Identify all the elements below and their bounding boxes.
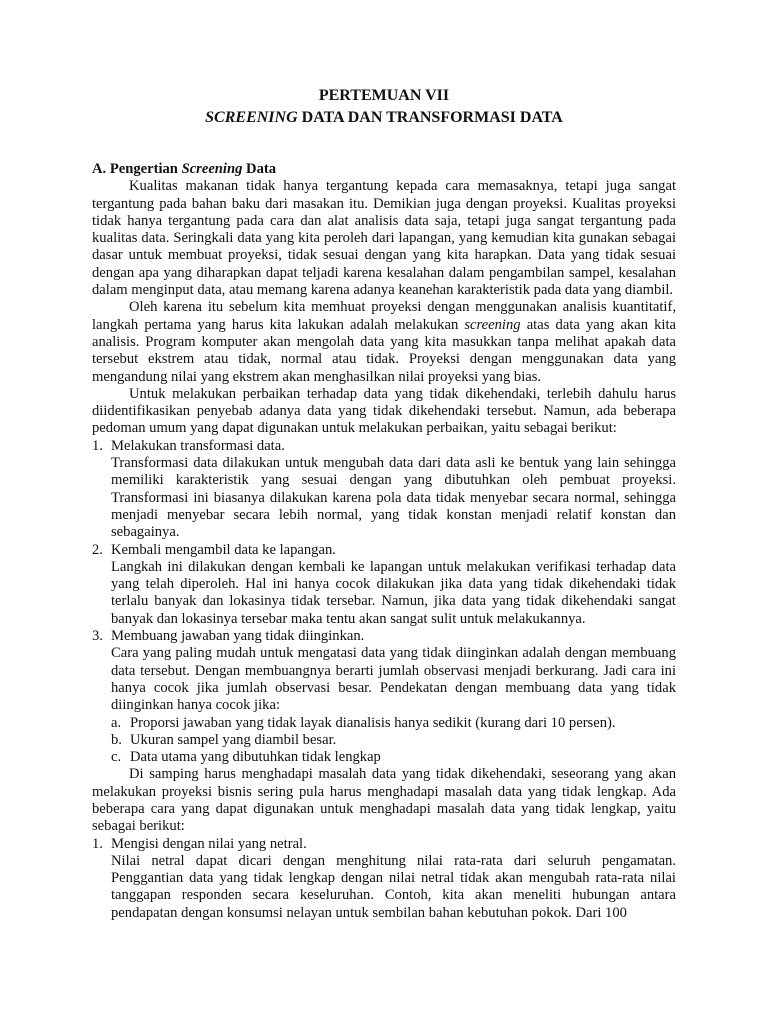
list-item-body: Transformasi data dilakukan untuk mengubah data dari data asli ke bentuk yang lain sehingga memiliki karakteristik yang sesuai dengan yang dibutuhkan oleh pembuat proyeksi. Transformasi ini biasanya dilakukan karena pola data tidak menyebar secara normal, sehingga menjadi menyebar secara lebih normal, yang tidak konstan menjadi relatif konstan dan sebagainya. bbox=[111, 455, 676, 541]
heading-suffix: Data bbox=[242, 161, 277, 177]
paragraph-3: Untuk melakukan perbaikan terhadap data yang tidak dikehendaki, terlebih dahulu harus diidentifikasikan penyebab adanya data yang tidak dikehendaki tersebut. Namun, ada beberapa pedoman umum yang dapat digunakan untuk melakukan perbaikan, yaitu sebagai berikut: bbox=[92, 385, 676, 437]
sub-list-text: Proporsi jawaban yang tidak layak dianalisis hanya sedikit (kurang dari 10 persen). bbox=[130, 714, 616, 731]
list-item-body: Nilai netral dapat dicari dengan menghitung nilai rata-rata dari seluruh pengamatan. Penggantian data yang tidak lengkap dengan nilai netral tidak akan mengubah rata-rata nilai tanggapan responden secara keseluruhan. Contoh, kita akan meneliti hubungan antara pendapatan dengan konsumsi nelayan untuk sembilan bahan kebutuhan pokok. Dari 100 bbox=[111, 852, 676, 921]
paragraph-2 bbox=[92, 299, 676, 385]
list-number: 1. bbox=[92, 835, 103, 852]
paragraph-2-part-a: Oleh karena itu sebelum kita memhuat proyeksi dengan menggunakan analisis kuantitatif, langkah pertama yang harus kita lakukan adalah melakukan bbox=[92, 299, 676, 333]
paragraph-4: Di samping harus menghadapi masalah data yang tidak dikehendaki, seseorang yang akan melakukan proyeksi bisnis sering pula harus menghadapi masalah data yang tidak lengkap. Ada beberapa cara yang dapat digunakan untuk menghadapi masalah data yang tidak lengkap, yaitu sebagai berikut: bbox=[92, 766, 676, 835]
sub-list-letter: b. bbox=[111, 731, 122, 748]
paragraph-2-italic: screening bbox=[464, 316, 521, 333]
sub-list-text: Data utama yang dibutuhkan tidak lengkap bbox=[130, 749, 381, 766]
page-subtitle bbox=[0, 108, 768, 128]
list-number: 2. bbox=[92, 541, 103, 558]
sub-list-text: Ukuran sampel yang diambil besar. bbox=[130, 731, 337, 748]
document-body bbox=[92, 161, 676, 922]
sub-list-item bbox=[111, 715, 676, 732]
list-item-title: Membuang jawaban yang tidak diinginkan. bbox=[111, 628, 365, 645]
list-item-title: Mengisi dengan nilai yang netral. bbox=[111, 835, 307, 852]
list-item bbox=[92, 628, 676, 766]
list-item bbox=[92, 438, 676, 542]
heading-italic: Screening bbox=[181, 161, 243, 177]
list-item-title: Kembali mengambil data ke lapangan. bbox=[111, 541, 336, 558]
list-number: 3. bbox=[92, 628, 103, 645]
sub-list-item bbox=[111, 749, 676, 766]
heading-prefix: A. Pengertian bbox=[92, 161, 182, 177]
list-item bbox=[92, 836, 676, 922]
paragraph-2-part-b: atas data yang akan kita analisis. Program komputer akan mengolah data yang kita masukkan tanpa melihat apakah data tersebut ekstrem atau tidak, normal atau tidak. Proyeksi dengan menggunakan data yang mengandung nilai yang ekstrem akan menghasilkan nilai proyeksi yang bias. bbox=[92, 316, 677, 385]
paragraph-1: Kualitas makanan tidak hanya tergantung kepada cara memasaknya, tetapi juga sangat tergantung pada bahan baku dari masakan itu. Demikian juga dengan proyeksi. Kualitas proyeksi tidak hanya tergantung pada cara dan alat analisis data saja, tetapi juga sangat tergantung pada kualitas data. Seringkali data yang kita peroleh dari lapangan, yang kemudian kita gunakan sebagai dasar untuk membuat proyeksi, tidak sesuai dengan yang kita harapkan. Data yang tidak sesuai dengan apa yang diharapkan dapat teljadi karena kesalahan dalam pengambilan sampel, kesalahan dalam menginput data, atau memang karena adanya keanehan karakteristik pada data yang diambil. bbox=[92, 178, 676, 299]
list-item bbox=[92, 542, 676, 628]
sub-list-letter: c. bbox=[111, 749, 122, 766]
section-a-heading bbox=[92, 161, 676, 178]
list-item-title: Melakukan transformasi data. bbox=[111, 437, 285, 454]
list-item-body: Langkah ini dilakukan dengan kembali ke lapangan untuk melakukan verifikasi terhadap data yang telah diperoleh. Hal ini hanya cocok dilakukan jika data yang tidak dikehendaki tidak terlalu banyak dan lokasinya tidak tersebar. Namun, jika data yang tidak dikehendaki sangat banyak dan lokasinya tersebar maka tentu akan sangat sulit untuk melakukannya. bbox=[111, 558, 676, 627]
list-item-body: Cara yang paling mudah untuk mengatasi data yang tidak diinginkan adalah dengan membuang data tersebut. Dengan membuangnya berarti jumlah observasi menjadi berkurang. Jadi cara ini hanya cocok jika jumlah observasi besar. Pendekatan dengan membuang data yang tidak diinginkan hanya cocok jika: bbox=[111, 645, 676, 714]
sub-list-letter: a. bbox=[111, 714, 122, 731]
subtitle-rest: DATA DAN TRANSFORMASI DATA bbox=[297, 109, 563, 126]
sub-list-item bbox=[111, 732, 676, 749]
list-number: 1. bbox=[92, 437, 103, 454]
subtitle-italic: SCREENING bbox=[205, 109, 298, 126]
page-title: PERTEMUAN VII bbox=[318, 87, 450, 104]
